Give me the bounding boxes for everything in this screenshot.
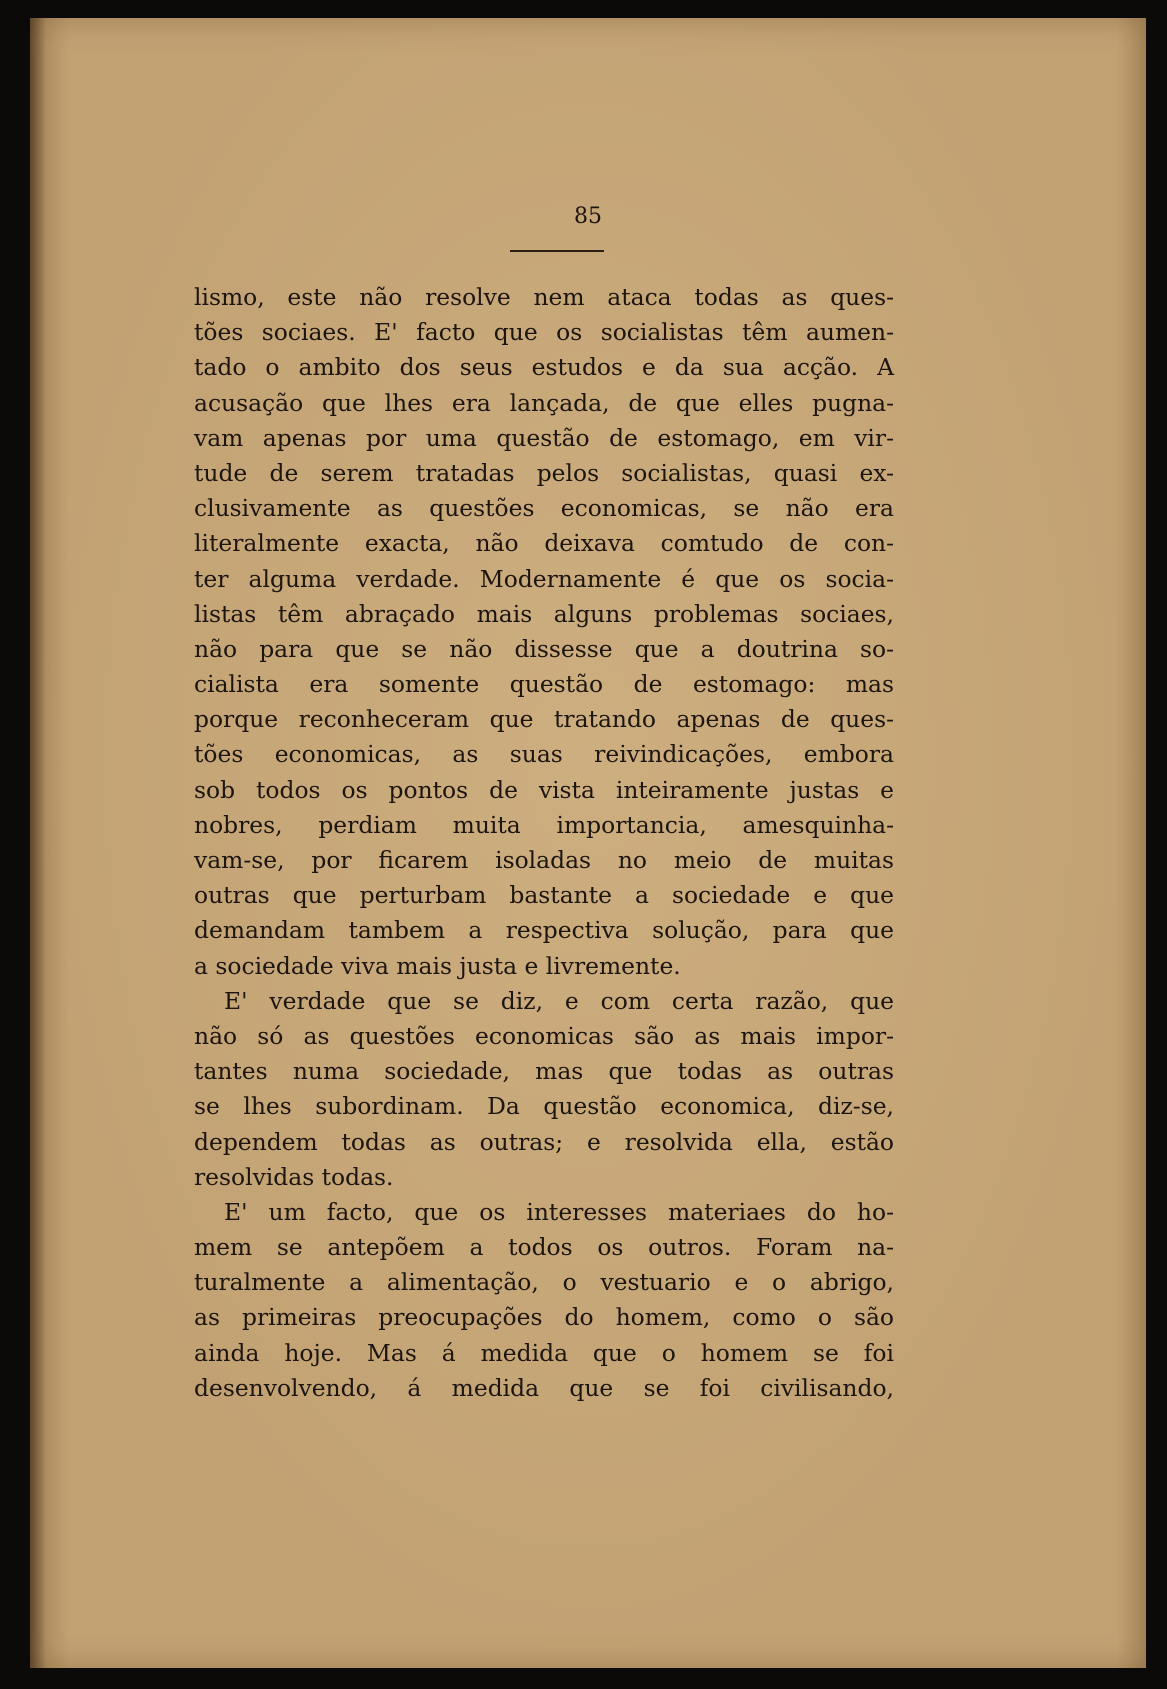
text-line: tude de serem tratadas pelos socialistas, quasi ex- xyxy=(194,458,894,487)
page-number: 85 xyxy=(574,204,602,229)
text-line: mem se antepõem a todos os outros. Foram na- xyxy=(194,1233,894,1262)
text-line: tado o ambito dos seus estudos e da sua acção. A xyxy=(194,353,894,382)
text-line: dependem todas as outras; e resolvida ella, estão xyxy=(194,1127,894,1156)
text-line: acusação que lhes era lançada, de que elles pugna- xyxy=(194,388,894,417)
spine-shadow xyxy=(30,18,46,1668)
text-line: tões economicas, as suas reivindicações, embora xyxy=(194,740,894,769)
text-line: outras que perturbam bastante a sociedade e que xyxy=(194,881,894,910)
text-line: desenvolvendo, á medida que se foi civilisando, xyxy=(194,1373,894,1402)
text-line: vam-se, por ficarem isoladas no meio de muitas xyxy=(194,846,894,874)
header-rule xyxy=(510,250,604,252)
text-line: demandam tambem a respectiva solução, para que xyxy=(194,916,894,945)
body-text xyxy=(194,280,894,1406)
book-page xyxy=(30,18,1146,1668)
text-line: literalmente exacta, não deixava comtudo de con- xyxy=(194,529,894,558)
text-line: não para que se não dissesse que a doutrina so- xyxy=(194,634,894,663)
text-line: lismo, este não resolve nem ataca todas as ques- xyxy=(194,283,894,311)
text-line: turalmente a alimentação, o vestuario e o abrigo, xyxy=(194,1268,894,1297)
text-line: nobres, perdiam muita importancia, amesquinha- xyxy=(194,810,894,839)
text-line: E' um facto, que os interesses materiaes do ho- xyxy=(224,1197,894,1226)
text-line: tantes numa sociedade, mas que todas as outras xyxy=(194,1057,894,1086)
text-line: a sociedade viva mais justa e livremente. xyxy=(194,951,681,980)
text-line: E' verdade que se diz, e com certa razão, que xyxy=(224,986,894,1015)
text-line: listas têm abraçado mais alguns problemas sociaes, xyxy=(194,599,894,628)
text-line: ter alguma verdade. Modernamente é que os socia- xyxy=(194,564,894,593)
text-line: tões sociaes. E' facto que os socialistas têm aumen- xyxy=(194,318,894,347)
text-line: resolvidas todas. xyxy=(194,1162,394,1191)
text-line: ainda hoje. Mas á medida que o homem se foi xyxy=(194,1338,894,1367)
text-line: cialista era somente questão de estomago: mas xyxy=(194,670,894,699)
text-line: clusivamente as questões economicas, se não era xyxy=(194,494,894,523)
text-line: se lhes subordinam. Da questão economica, diz-se, xyxy=(194,1092,894,1121)
text-line: as primeiras preocupações do homem, como o são xyxy=(194,1303,894,1332)
text-line: sob todos os pontos de vista inteiramente justas e xyxy=(194,775,894,804)
text-line: não só as questões economicas são as mais impor- xyxy=(194,1021,894,1050)
text-line: vam apenas por uma questão de estomago, em vir- xyxy=(194,423,894,452)
text-line: porque reconheceram que tratando apenas de ques- xyxy=(194,705,894,734)
